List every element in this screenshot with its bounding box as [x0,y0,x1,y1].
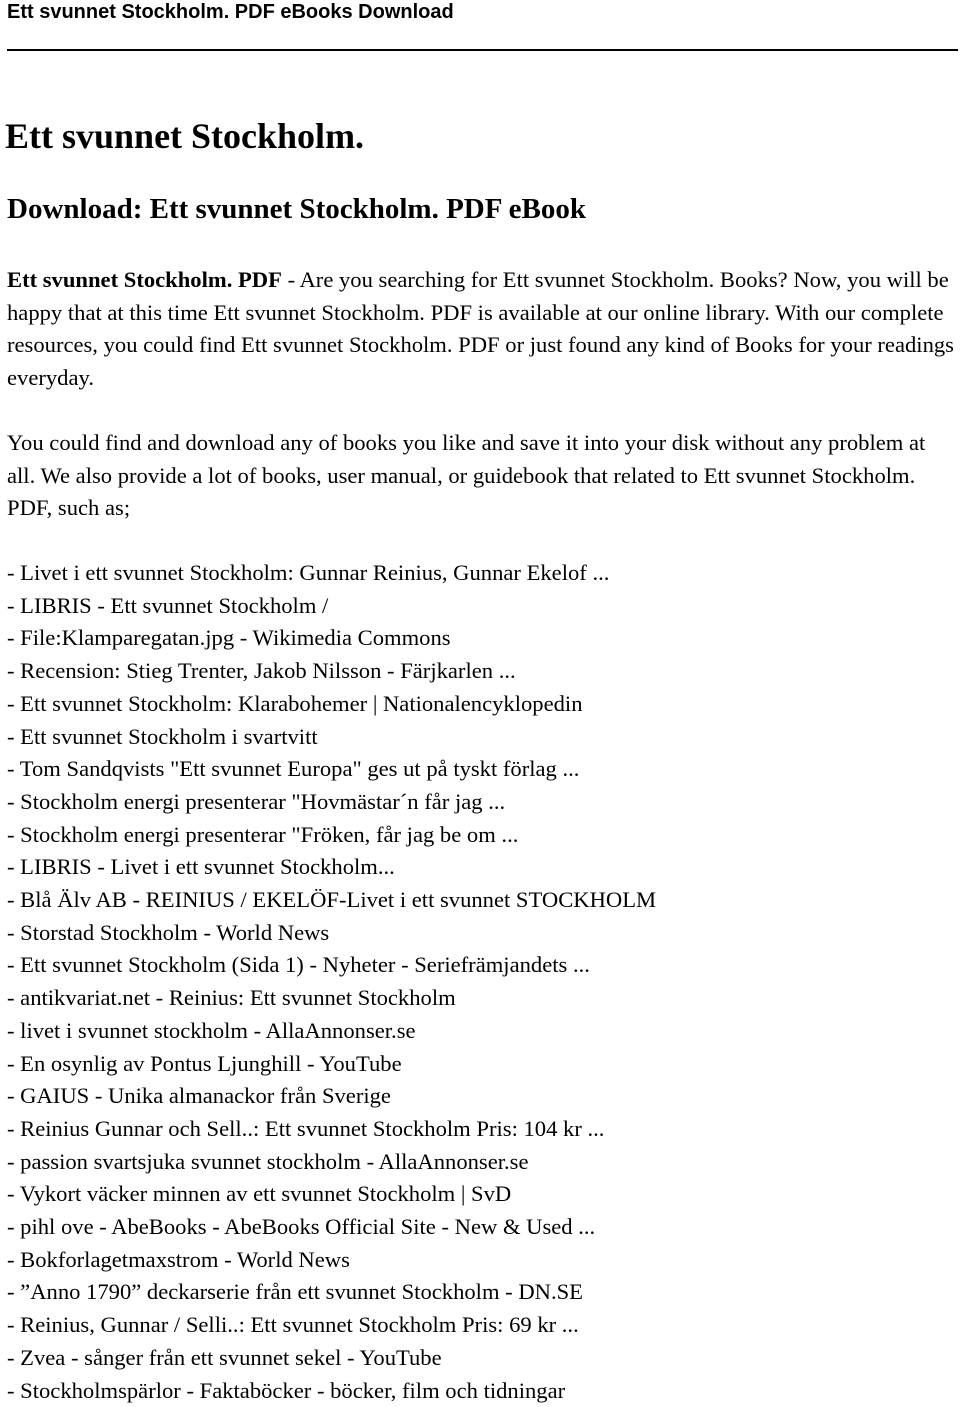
intro-paragraph [7,264,957,395]
page-title: Ett svunnet Stockholm. [5,116,365,156]
list-item: - En osynlig av Pontus Ljunghill - YouTube [7,1050,402,1076]
list-item: - LIBRIS - Ett svunnet Stockholm / [7,592,329,618]
list-item: - Vykort väcker minnen av ett svunnet Stockholm | SvD [7,1181,512,1207]
list-item: - pihl ove - AbeBooks - AbeBooks Official Site - New & Used ... [7,1214,596,1240]
list-item: - Tom Sandqvists "Ett svunnet Europa" ges ut på tyskt förlag ... [7,756,580,782]
list-item: - Stockholm energi presenterar "Fröken, får jag be om ... [7,821,519,847]
list-item: - LIBRIS - Livet i ett svunnet Stockholm... [7,854,395,880]
list-item: - Storstad Stockholm - World News [7,919,330,945]
list-item: - Ett svunnet Stockholm: Klarabohemer | Nationalencyklopedin [7,690,583,716]
list-item: - Reinius Gunnar och Sell..: Ett svunnet Stockholm Pris: 104 kr ... [7,1115,605,1141]
list-item: - File:Klamparegatan.jpg - Wikimedia Commons [7,625,451,651]
header-title: Ett svunnet Stockholm. PDF eBooks Download [7,1,454,23]
intro-lead: Ett svunnet Stockholm. PDF [7,267,282,292]
list-item: - Zvea - sånger från ett svunnet sekel - YouTube [7,1344,442,1370]
list-item: - GAIUS - Unika almanackor från Sverige [7,1083,391,1109]
related-links-list [7,557,656,1407]
list-item: - Ett svunnet Stockholm (Sida 1) - Nyheter - Seriefrämjandets ... [7,952,590,978]
description-paragraph: You could find and download any of books you like and save it into your disk without any problem at all. We also provide a lot of books, user manual, or guidebook that related to Ett svunnet Stockholm. PDF, such as; [7,430,926,521]
intro-text: - Are you searching for Ett svunnet Stockholm. Books? Now, you will be happy that at this time Ett svunnet Stockholm. PDF is available at our online library. With our complete resources, you could find Ett svunnet Stockholm. PDF or just found any kind of Books for your readings everyday. [7,267,954,391]
download-heading: Download: Ett svunnet Stockholm. PDF eBook [7,193,586,225]
list-item: - ”Anno 1790” deckarserie från ett svunnet Stockholm - DN.SE [7,1279,583,1305]
header-divider [7,49,958,51]
list-item: - Bokforlagetmaxstrom - World News [7,1246,350,1272]
list-item: - antikvariat.net - Reinius: Ett svunnet Stockholm [7,985,456,1011]
list-item: - Livet i ett svunnet Stockholm: Gunnar Reinius, Gunnar Ekelof ... [7,560,610,585]
list-item: - Reinius, Gunnar / Selli..: Ett svunnet Stockholm Pris: 69 kr ... [7,1312,579,1338]
list-item: - Blå Älv AB - REINIUS / EKELÖF-Livet i ett svunnet STOCKHOLM [7,887,657,913]
list-item: - Stockholmspärlor - Faktaböcker - böcker, film och tidningar [7,1377,566,1403]
list-item: - livet i svunnet stockholm - AllaAnnonser.se [7,1017,416,1043]
list-item: - Stockholm energi presenterar "Hovmästar´n får jag ... [7,788,506,814]
list-item: - Ett svunnet Stockholm i svartvitt [7,723,318,749]
list-item: - Recension: Stieg Trenter, Jakob Nilsson - Färjkarlen ... [7,658,516,684]
list-item: - passion svartsjuka svunnet stockholm - AllaAnnonser.se [7,1148,529,1174]
